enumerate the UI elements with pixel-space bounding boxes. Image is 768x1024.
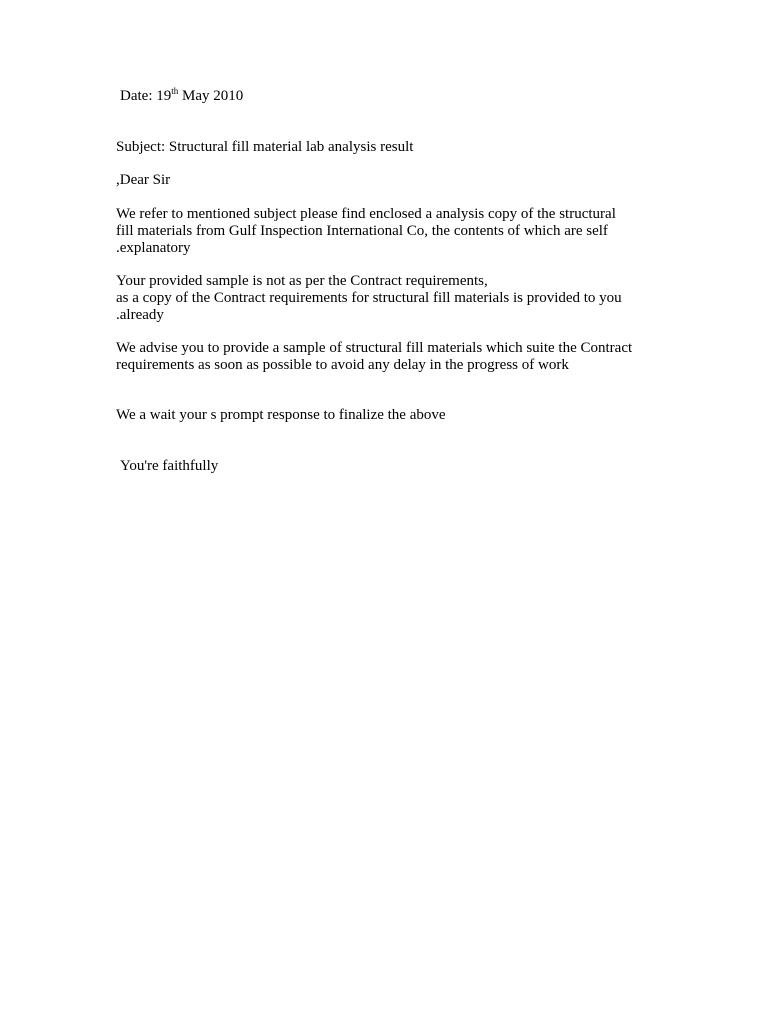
date-prefix: Date: 19 [120, 88, 172, 104]
paragraph-3-line: requirements as soon as possible to avoid any delay in the progress of work [116, 357, 569, 373]
closing-line: We a wait your s prompt response to finalize the above [116, 407, 446, 423]
paragraph-3-line: We advise you to provide a sample of structural fill materials which suite the Contract [116, 340, 633, 356]
paragraph-1-line: We refer to mentioned subject please find enclosed a analysis copy of the structural [116, 206, 616, 222]
paragraph-2-line: Your provided sample is not as per the Contract requirements, [116, 273, 488, 289]
signoff: You're faithfully [120, 458, 219, 474]
subject-line: Subject: Structural fill material lab analysis result [116, 139, 414, 155]
salutation: ,Dear Sir [116, 172, 171, 188]
date-line [120, 88, 243, 105]
paragraph-2-line: .already [116, 307, 164, 323]
paragraph-1-line: .explanatory [116, 240, 191, 256]
paragraph-2-line: as a copy of the Contract requirements for structural fill materials is provided to you [116, 290, 622, 306]
date-rest: May 2010 [178, 88, 244, 104]
date-ordinal-suffix: th [171, 86, 179, 96]
paragraph-1-line: fill materials from Gulf Inspection International Co, the contents of which are self [116, 223, 608, 239]
